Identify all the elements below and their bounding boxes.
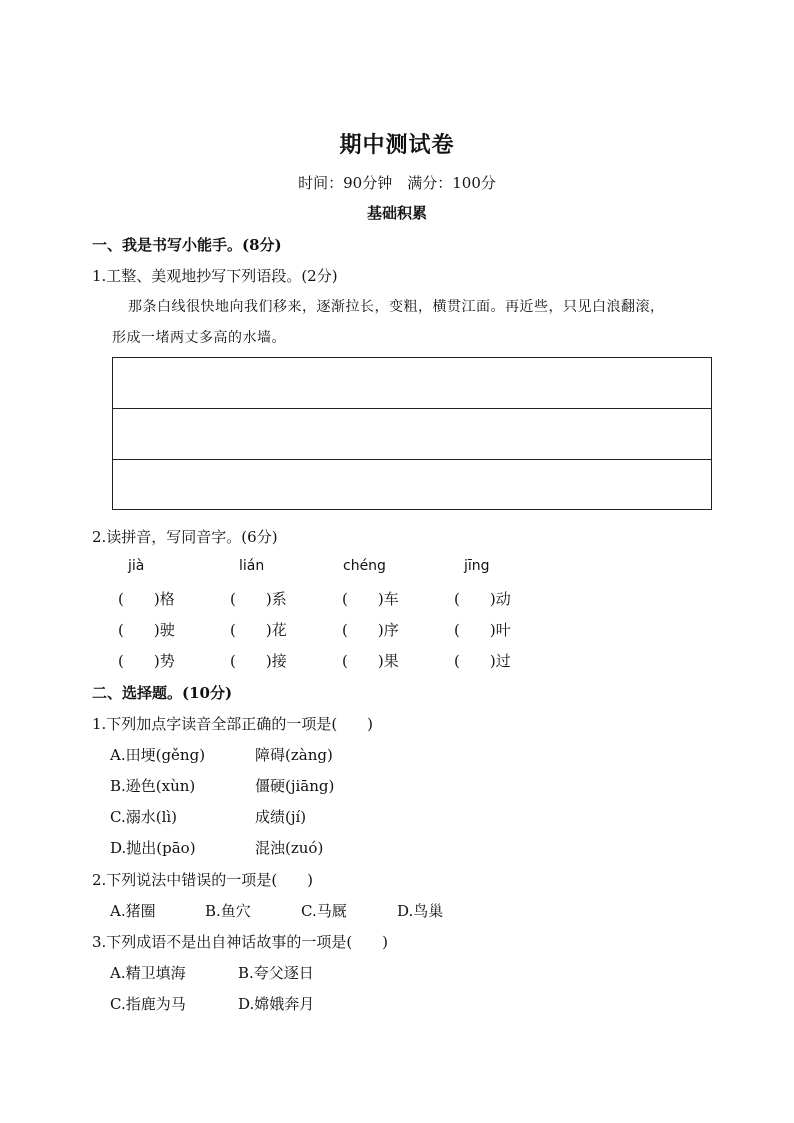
fill-blank[interactable]: ( )叶 (454, 621, 511, 639)
option-c[interactable]: C.指鹿为马 (110, 995, 186, 1013)
section2-heading: 二、选择题。(10分) (92, 684, 233, 702)
fill-blank[interactable]: ( )接 (230, 652, 287, 670)
fill-blank[interactable]: ( )花 (230, 621, 287, 639)
section2-q2-text: 2.下列说法中错误的一项是( ) (92, 871, 314, 889)
writing-box[interactable] (112, 357, 712, 510)
passage-line-1: 那条白线很快地向我们移来，逐渐拉长，变粗，横贯江面。再近些，只见白浪翻滚， (128, 299, 665, 315)
option-d[interactable]: D.嫦娥奔月 (238, 995, 315, 1013)
option-a-item2: 障碍(zàng) (255, 746, 333, 764)
fill-blank[interactable]: ( )势 (118, 652, 175, 670)
option-d-item2: 混浊(zuó) (255, 839, 324, 857)
writing-line (113, 408, 711, 409)
subsection-title: 基础积累 (366, 204, 427, 222)
fill-blank[interactable]: ( )序 (342, 621, 399, 639)
option-c[interactable]: C.马厩 (301, 902, 347, 920)
section1-heading: 一、我是书写小能手。(8分) (92, 236, 282, 254)
fill-blank[interactable]: ( )过 (454, 652, 511, 670)
section2-q3-text: 3.下列成语不是出自神话故事的一项是( ) (92, 933, 389, 951)
fill-blank[interactable]: ( )车 (342, 590, 399, 608)
fill-blank[interactable]: ( )果 (342, 652, 399, 670)
option-c[interactable]: C.溺水(lì) (110, 808, 178, 826)
page-title: 期中测试卷 (339, 132, 455, 158)
option-b[interactable]: B.逊色(xùn) (110, 777, 196, 795)
pinyin-3: chéng (343, 558, 386, 574)
option-b-item2: 僵硬(jiāng) (255, 777, 335, 795)
fill-blank[interactable]: ( )驶 (118, 621, 175, 639)
option-d[interactable]: D.鸟巢 (397, 902, 444, 920)
pinyin-2: lián (239, 558, 265, 574)
exam-meta: 时间：90分钟 满分：100分 (298, 174, 496, 192)
option-d[interactable]: D.抛出(pāo) (110, 839, 196, 857)
option-b[interactable]: B.夸父逐日 (238, 964, 314, 982)
option-a[interactable]: A.猪圈 (110, 902, 156, 920)
section1-q2-text: 2.读拼音，写同音字。(6分) (92, 528, 278, 546)
fill-blank[interactable]: ( )系 (230, 590, 287, 608)
option-b[interactable]: B.鱼穴 (205, 902, 251, 920)
option-a[interactable]: A.精卫填海 (110, 964, 186, 982)
pinyin-4: jīng (464, 558, 490, 574)
section2-q1-text: 1.下列加点字读音全部正确的一项是( ) (92, 715, 374, 733)
section1-q1-text: 1.工整、美观地抄写下列语段。(2分) (92, 267, 338, 285)
option-c-item2: 成绩(jí) (255, 808, 307, 826)
fill-blank[interactable]: ( )动 (454, 590, 511, 608)
fill-blank[interactable]: ( )格 (118, 590, 175, 608)
writing-line (113, 459, 711, 460)
option-a[interactable]: A.田埂(gěng) (110, 746, 206, 764)
passage-line-2: 形成一堵两丈多高的水墙。 (112, 330, 286, 346)
pinyin-1: jià (128, 558, 145, 574)
